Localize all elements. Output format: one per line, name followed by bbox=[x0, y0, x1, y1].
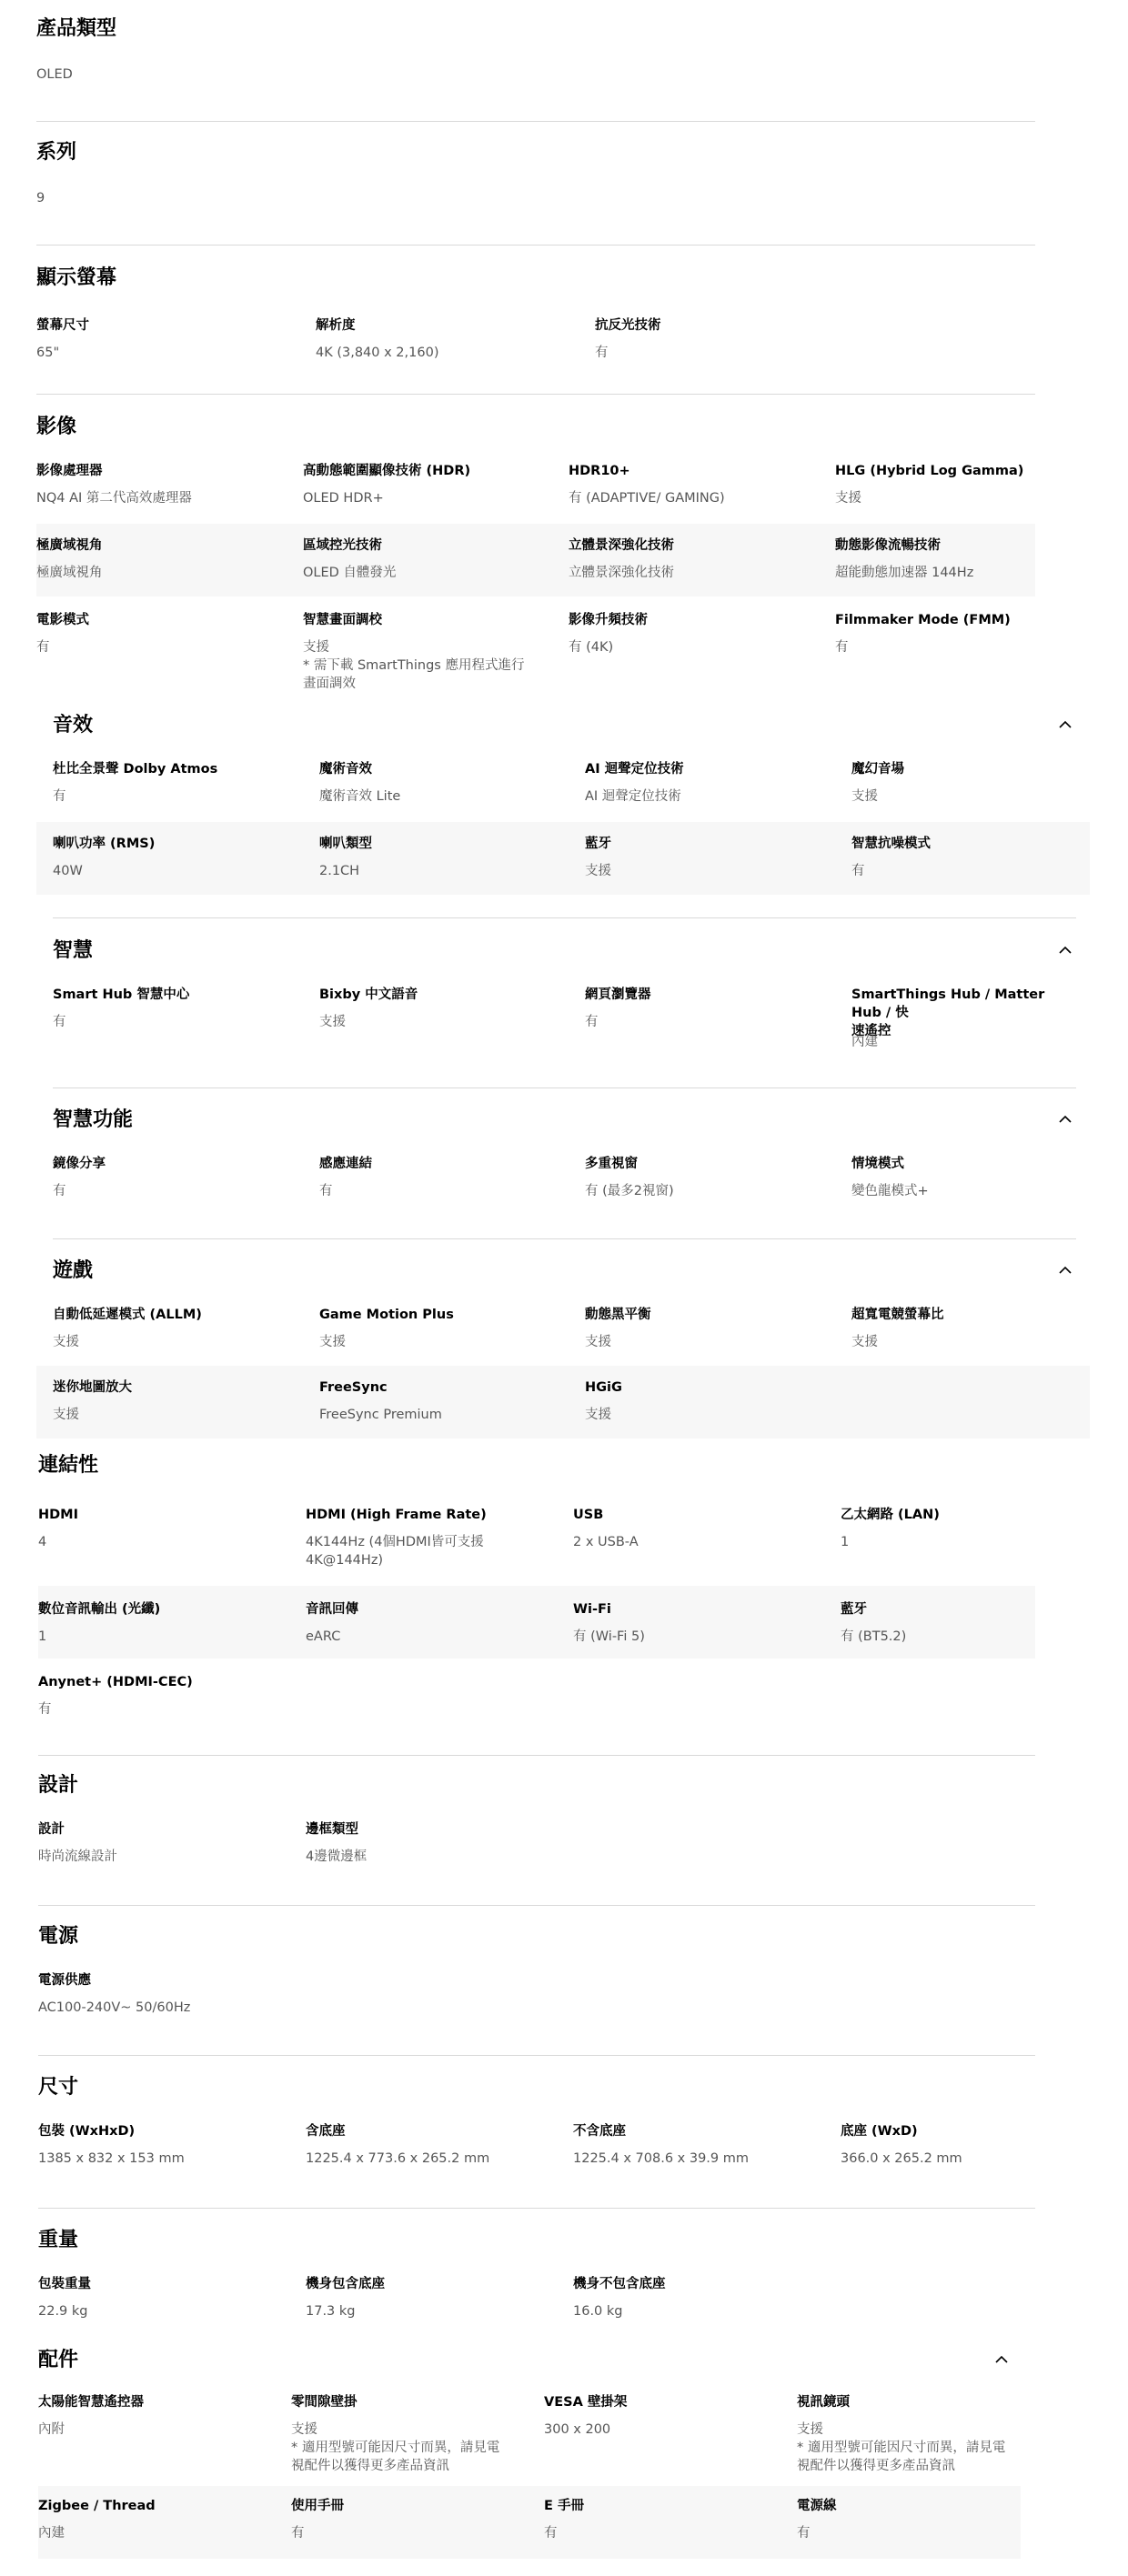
spec-value: 有 bbox=[595, 346, 609, 360]
spec-label: 零間隙壁掛 bbox=[291, 2395, 358, 2410]
spec-value: 支援 bbox=[835, 491, 861, 506]
spec-value: 17.3 kg bbox=[306, 2304, 356, 2319]
spec-label: 魔術音效 bbox=[319, 762, 372, 777]
spec-value: 有 bbox=[53, 789, 66, 804]
spec-label: HDR10+ bbox=[569, 464, 630, 478]
divider bbox=[53, 1238, 1076, 1239]
spec-label: 機身不包含底座 bbox=[573, 2277, 666, 2291]
spec-label: 動態黑平衡 bbox=[585, 1308, 651, 1322]
spec-label: FreeSync bbox=[319, 1380, 388, 1395]
spec-value: OLED 自體發光 bbox=[303, 566, 397, 580]
section-title-product-type: 產品類型 bbox=[36, 17, 117, 40]
spec-value: 極廣域視角 bbox=[36, 566, 103, 580]
spec-value: 有 bbox=[36, 640, 50, 655]
spec-value: 支援 bbox=[585, 864, 611, 878]
spec-value: 有 bbox=[851, 864, 865, 878]
spec-label: 超寬電競螢幕比 bbox=[851, 1308, 944, 1322]
spec-label: 視訊鏡頭 bbox=[797, 2395, 850, 2410]
spec-value: 1 bbox=[841, 1535, 850, 1549]
spec-value: 有 bbox=[319, 1184, 333, 1198]
spec-label: 鏡像分享 bbox=[53, 1157, 106, 1171]
spec-value: 有 (Wi-Fi 5) bbox=[573, 1629, 645, 1644]
spec-label: 包裝 (WxHxD) bbox=[38, 2124, 136, 2139]
spec-value: 有 bbox=[291, 2526, 305, 2541]
spec-value: 支援 bbox=[585, 1408, 611, 1422]
spec-label: 含底座 bbox=[306, 2124, 346, 2139]
spec-value: 1225.4 x 773.6 x 265.2 mm bbox=[306, 2151, 490, 2166]
spec-value: 有 bbox=[544, 2526, 558, 2541]
spec-value: 有 bbox=[585, 1015, 599, 1029]
spec-value: 2.1CH bbox=[319, 864, 360, 878]
divider bbox=[38, 2055, 1035, 2056]
spec-label: 喇叭類型 bbox=[319, 837, 372, 851]
spec-label: 電源供應 bbox=[38, 1973, 91, 1988]
spec-label: VESA 壁掛架 bbox=[544, 2395, 628, 2410]
spec-label: Smart Hub 智慧中心 bbox=[53, 987, 190, 1002]
spec-label: 音訊回傳 bbox=[306, 1602, 358, 1617]
spec-value: 內建 bbox=[851, 1035, 878, 1049]
row-shade bbox=[36, 822, 1090, 895]
divider bbox=[38, 2208, 1035, 2209]
row-shade bbox=[36, 1366, 1090, 1438]
spec-label: 邊框類型 bbox=[306, 1822, 358, 1837]
spec-label: 多重視窗 bbox=[585, 1157, 638, 1171]
spec-label: 高動態範圍顯像技術 (HDR) bbox=[303, 464, 471, 478]
divider bbox=[36, 121, 1035, 122]
section-title-display: 顯示螢幕 bbox=[36, 266, 117, 289]
spec-value: 有 bbox=[53, 1015, 66, 1029]
spec-label: 杜比全景聲 Dolby Atmos bbox=[53, 762, 218, 777]
spec-label: 底座 (WxD) bbox=[841, 2124, 918, 2139]
spec-label: 喇叭功率 (RMS) bbox=[53, 837, 156, 851]
spec-value: 有 (BT5.2) bbox=[841, 1629, 907, 1644]
spec-label: 解析度 bbox=[316, 318, 356, 333]
spec-value: 支援 bbox=[585, 1335, 611, 1349]
spec-value: NQ4 AI 第二代高效處理器 bbox=[36, 491, 192, 506]
spec-value: 支援 bbox=[851, 1335, 878, 1349]
spec-value: eARC bbox=[306, 1629, 341, 1644]
row-shade bbox=[36, 524, 1035, 596]
spec-label: 立體景深強化技術 bbox=[569, 538, 674, 553]
spec-value: 有 bbox=[835, 640, 849, 655]
spec-label: 數位音訊輸出 (光纖) bbox=[38, 1602, 161, 1617]
spec-value: 有 bbox=[38, 1702, 52, 1717]
spec-label: Game Motion Plus bbox=[319, 1308, 454, 1322]
spec-value: 1 bbox=[38, 1629, 47, 1644]
section-title-smart[interactable]: 智慧 bbox=[53, 939, 94, 962]
spec-label: 影像處理器 bbox=[36, 464, 103, 478]
spec-label: Wi-Fi bbox=[573, 1602, 611, 1617]
spec-value: 支援 bbox=[851, 789, 878, 804]
spec-label: 電源線 bbox=[797, 2499, 837, 2513]
spec-value: OLED HDR+ bbox=[303, 491, 384, 506]
spec-value: 支援 bbox=[319, 1335, 346, 1349]
spec-value: FreeSync Premium bbox=[319, 1408, 442, 1422]
section-title-smart-features[interactable]: 智慧功能 bbox=[53, 1108, 134, 1131]
chevron-up-icon[interactable] bbox=[995, 2355, 1006, 2366]
divider bbox=[38, 1755, 1035, 1756]
chevron-up-icon[interactable] bbox=[1059, 946, 1070, 957]
spec-value: 立體景深強化技術 bbox=[569, 566, 674, 580]
spec-label: 藍牙 bbox=[841, 1602, 867, 1617]
spec-label: 區域控光技術 bbox=[303, 538, 382, 553]
spec-label: USB bbox=[573, 1508, 604, 1522]
chevron-up-icon[interactable] bbox=[1059, 720, 1070, 731]
chevron-up-icon[interactable] bbox=[1059, 1115, 1070, 1126]
spec-label: 魔幻音場 bbox=[851, 762, 904, 777]
spec-value: 支援 bbox=[319, 1015, 346, 1029]
section-title-gaming[interactable]: 遊戲 bbox=[53, 1259, 94, 1282]
spec-label: 極廣域視角 bbox=[36, 538, 103, 553]
spec-value: AI 迴聲定位技術 bbox=[585, 789, 681, 804]
spec-label: 包裝重量 bbox=[38, 2277, 91, 2291]
spec-value: 支援 * 需下載 SmartThings 應用程式進行 畫面調效 bbox=[303, 640, 525, 691]
section-title-accessories[interactable]: 配件 bbox=[38, 2349, 79, 2371]
spec-label: 電影模式 bbox=[36, 613, 89, 627]
section-title-video: 影像 bbox=[36, 416, 77, 438]
divider bbox=[53, 917, 1076, 918]
spec-label: 網頁瀏覽器 bbox=[585, 987, 651, 1002]
spec-value: 22.9 kg bbox=[38, 2304, 88, 2319]
chevron-up-icon[interactable] bbox=[1059, 1266, 1070, 1277]
spec-label: HGiG bbox=[585, 1380, 622, 1395]
spec-label: 情境模式 bbox=[851, 1157, 904, 1171]
spec-value: 有 (ADAPTIVE/ GAMING) bbox=[569, 491, 725, 506]
section-title-weight: 重量 bbox=[38, 2229, 79, 2251]
spec-label: SmartThings Hub / Matter Hub / 快 速遙控 bbox=[851, 987, 1045, 1038]
section-title-audio[interactable]: 音效 bbox=[53, 714, 94, 737]
divider bbox=[36, 394, 1035, 395]
spec-value: 40W bbox=[53, 864, 83, 878]
section-title-dimensions: 尺寸 bbox=[38, 2076, 79, 2099]
spec-value: 有 (4K) bbox=[569, 640, 614, 655]
spec-label: 機身包含底座 bbox=[306, 2277, 385, 2291]
section-title-connectivity: 連結性 bbox=[38, 1454, 99, 1477]
spec-label: 不含底座 bbox=[573, 2124, 626, 2139]
row-shade bbox=[38, 2486, 1021, 2559]
spec-label: E 手冊 bbox=[544, 2499, 584, 2513]
spec-value: 2 x USB-A bbox=[573, 1535, 639, 1549]
spec-value: 有 bbox=[53, 1184, 66, 1198]
spec-value: 內附 bbox=[38, 2422, 65, 2437]
spec-value: 366.0 x 265.2 mm bbox=[841, 2151, 962, 2166]
spec-label: 感應連結 bbox=[319, 1157, 372, 1171]
product-type-value: OLED bbox=[36, 67, 73, 82]
spec-value: 支援 bbox=[53, 1335, 79, 1349]
spec-value: 有 (最多2視窗) bbox=[585, 1184, 674, 1198]
spec-value: 300 x 200 bbox=[544, 2422, 611, 2437]
spec-label: HLG (Hybrid Log Gamma) bbox=[835, 464, 1024, 478]
spec-value: 支援 * 適用型號可能因尺寸而異，請見電 視配件以獲得更多產品資訊 bbox=[291, 2422, 500, 2473]
spec-label: 影像升頻技術 bbox=[569, 613, 648, 627]
row-shade bbox=[38, 1586, 1035, 1659]
spec-value: 65" bbox=[36, 346, 60, 360]
spec-label: Bixby 中文語音 bbox=[319, 987, 418, 1002]
spec-label: Anynet+ (HDMI-CEC) bbox=[38, 1675, 193, 1689]
spec-value: 4邊微邊框 bbox=[306, 1849, 368, 1864]
spec-label: Zigbee / Thread bbox=[38, 2499, 156, 2513]
spec-value: 支援 bbox=[53, 1408, 79, 1422]
spec-label: 使用手冊 bbox=[291, 2499, 344, 2513]
spec-label: 太陽能智慧遙控器 bbox=[38, 2395, 144, 2410]
spec-value: 16.0 kg bbox=[573, 2304, 623, 2319]
spec-label: 乙太網路 (LAN) bbox=[841, 1508, 940, 1522]
spec-value: 內建 bbox=[38, 2526, 65, 2541]
spec-value: 變色龍模式+ bbox=[851, 1184, 929, 1198]
spec-value: AC100-240V~ 50/60Hz bbox=[38, 2000, 191, 2015]
spec-value: 支援 * 適用型號可能因尺寸而異，請見電 視配件以獲得更多產品資訊 bbox=[797, 2422, 1006, 2473]
spec-label: 迷你地圖放大 bbox=[53, 1380, 132, 1395]
spec-label: 智慧抗噪模式 bbox=[851, 837, 931, 851]
spec-value: 1385 x 832 x 153 mm bbox=[38, 2151, 185, 2166]
section-title-series: 系列 bbox=[36, 141, 77, 164]
divider bbox=[36, 245, 1035, 246]
spec-value: 時尚流線設計 bbox=[38, 1849, 117, 1864]
spec-value: 超能動態加速器 144Hz bbox=[835, 566, 974, 580]
series-value: 9 bbox=[36, 191, 45, 205]
spec-value: 4K144Hz (4個HDMI皆可支援 4K@144Hz) bbox=[306, 1535, 484, 1568]
divider bbox=[38, 1905, 1035, 1906]
spec-label: 設計 bbox=[38, 1822, 65, 1837]
spec-value: 4K (3,840 x 2,160) bbox=[316, 346, 439, 360]
spec-value: 1225.4 x 708.6 x 39.9 mm bbox=[573, 2151, 749, 2166]
spec-label: 動態影像流暢技術 bbox=[835, 538, 941, 553]
spec-label: 螢幕尺寸 bbox=[36, 318, 89, 333]
spec-label: 抗反光技術 bbox=[595, 318, 661, 333]
spec-label: HDMI bbox=[38, 1508, 78, 1522]
spec-value: 魔術音效 Lite bbox=[319, 789, 401, 804]
section-title-design: 設計 bbox=[38, 1774, 79, 1797]
spec-label: AI 迴聲定位技術 bbox=[585, 762, 684, 777]
spec-value: 有 bbox=[797, 2526, 811, 2541]
spec-label: 自動低延遲模式 (ALLM) bbox=[53, 1308, 202, 1322]
spec-label: HDMI (High Frame Rate) bbox=[306, 1508, 487, 1522]
spec-label: 智慧畫面調校 bbox=[303, 613, 382, 627]
spec-label: 藍牙 bbox=[585, 837, 611, 851]
spec-value: 4 bbox=[38, 1535, 47, 1549]
spec-label: Filmmaker Mode (FMM) bbox=[835, 613, 1011, 627]
section-title-power: 電源 bbox=[38, 1925, 79, 1948]
